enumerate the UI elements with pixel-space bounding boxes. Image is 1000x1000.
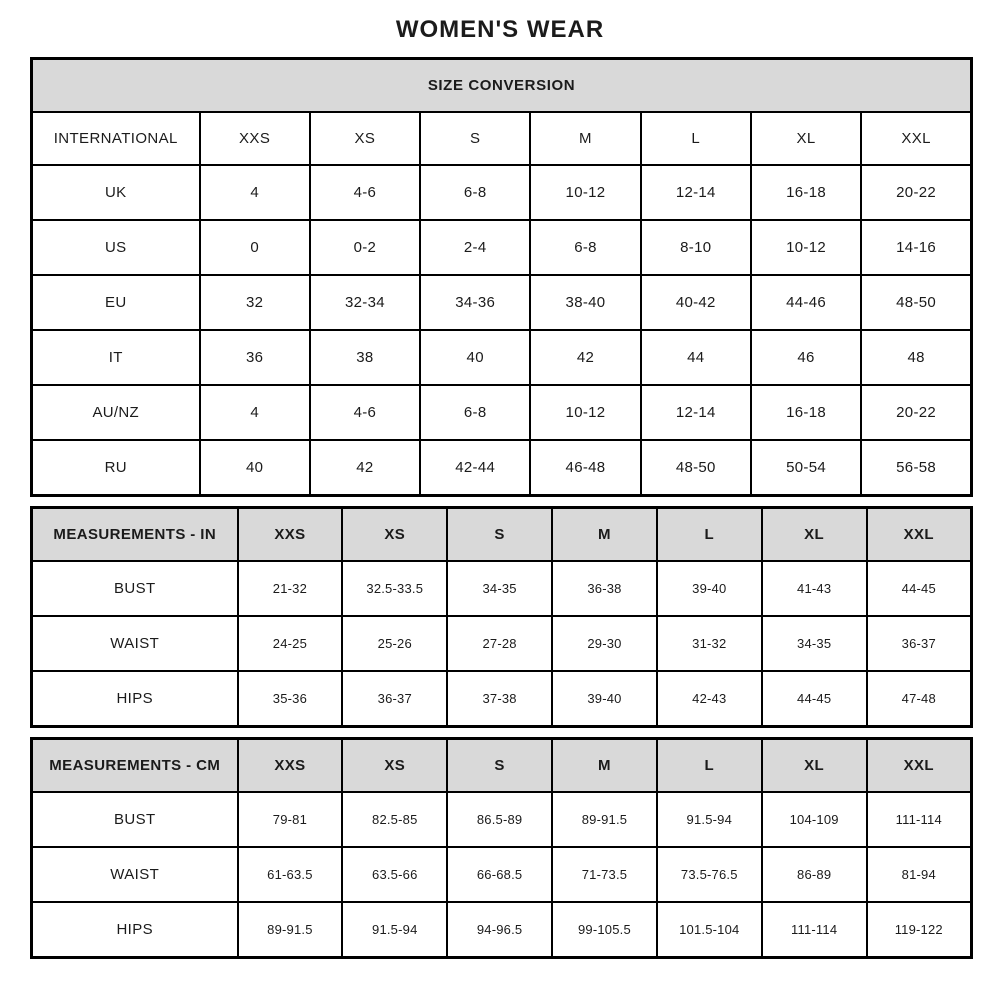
table-cell: 101.5-104	[657, 902, 762, 958]
table-row	[32, 220, 972, 275]
table-cell: 35-36	[238, 671, 343, 727]
size-column-header: S	[447, 739, 552, 793]
table-cell: 36-38	[552, 561, 657, 616]
table-cell: 16-18	[751, 165, 861, 220]
table-cell: 2-4	[420, 220, 530, 275]
size-column-header: XL	[751, 112, 861, 165]
table-row	[32, 440, 972, 496]
size-conversion-banner-row	[32, 59, 972, 113]
table-row	[32, 671, 972, 727]
table-cell: 10-12	[530, 385, 640, 440]
table-cell: 81-94	[867, 847, 972, 902]
table-cell: 4-6	[310, 165, 420, 220]
table-cell: 21-32	[238, 561, 343, 616]
table-cell: 89-91.5	[552, 792, 657, 847]
table-cell: 42	[530, 330, 640, 385]
row-label: BUST	[32, 792, 238, 847]
table-cell: 38-40	[530, 275, 640, 330]
table-cell: 41-43	[762, 561, 867, 616]
measurements-in-body	[32, 561, 972, 727]
row-label: US	[32, 220, 200, 275]
page-title: WOMEN'S WEAR	[395, 16, 605, 43]
table-cell: 39-40	[552, 671, 657, 727]
size-column-header: XL	[762, 739, 867, 793]
international-label: INTERNATIONAL	[32, 112, 200, 165]
table-cell: 91.5-94	[342, 902, 447, 958]
size-column-header: L	[641, 112, 751, 165]
row-label: HIPS	[32, 671, 238, 727]
table-cell: 86-89	[762, 847, 867, 902]
table-cell: 86.5-89	[447, 792, 552, 847]
table-cell: 94-96.5	[447, 902, 552, 958]
table-cell: 37-38	[447, 671, 552, 727]
table-cell: 27-28	[447, 616, 552, 671]
measurements-cm-header-row	[32, 739, 972, 793]
table-cell: 42	[310, 440, 420, 496]
table-cell: 79-81	[238, 792, 343, 847]
table-cell: 82.5-85	[342, 792, 447, 847]
table-cell: 29-30	[552, 616, 657, 671]
table-cell: 31-32	[657, 616, 762, 671]
table-cell: 34-35	[447, 561, 552, 616]
row-label: UK	[32, 165, 200, 220]
table-cell: 14-16	[861, 220, 971, 275]
table-cell: 56-58	[861, 440, 971, 496]
row-label: WAIST	[32, 616, 238, 671]
row-label: EU	[32, 275, 200, 330]
size-conversion-body	[32, 165, 972, 496]
size-column-header: XXS	[238, 508, 343, 562]
table-row	[32, 792, 972, 847]
table-cell: 104-109	[762, 792, 867, 847]
table-cell: 10-12	[530, 165, 640, 220]
table-cell: 40-42	[641, 275, 751, 330]
table-row	[32, 847, 972, 902]
table-row	[32, 330, 972, 385]
table-cell: 47-48	[867, 671, 972, 727]
size-conversion-header: SIZE CONVERSION	[32, 59, 972, 113]
table-cell: 111-114	[762, 902, 867, 958]
table-cell: 24-25	[238, 616, 343, 671]
table-cell: 99-105.5	[552, 902, 657, 958]
size-column-header: L	[657, 739, 762, 793]
table-cell: 16-18	[751, 385, 861, 440]
table-cell: 0	[200, 220, 310, 275]
size-column-header: XXS	[200, 112, 310, 165]
size-column-header: S	[447, 508, 552, 562]
table-cell: 63.5-66	[342, 847, 447, 902]
table-cell: 10-12	[751, 220, 861, 275]
table-cell: 32.5-33.5	[342, 561, 447, 616]
table-cell: 46-48	[530, 440, 640, 496]
table-cell: 42-43	[657, 671, 762, 727]
table-cell: 48-50	[641, 440, 751, 496]
size-column-header: XL	[762, 508, 867, 562]
table-row	[32, 616, 972, 671]
size-column-header: XXL	[867, 508, 972, 562]
table-cell: 42-44	[420, 440, 530, 496]
table-cell: 4-6	[310, 385, 420, 440]
table-cell: 89-91.5	[238, 902, 343, 958]
table-row	[32, 385, 972, 440]
size-column-header: XXL	[861, 112, 971, 165]
table-cell: 36	[200, 330, 310, 385]
table-cell: 44	[641, 330, 751, 385]
measurements-in-header-row	[32, 508, 972, 562]
table-cell: 50-54	[751, 440, 861, 496]
table-cell: 20-22	[861, 165, 971, 220]
table-cell: 36-37	[867, 616, 972, 671]
size-column-header: M	[552, 739, 657, 793]
table-cell: 44-45	[762, 671, 867, 727]
table-cell: 36-37	[342, 671, 447, 727]
row-label: WAIST	[32, 847, 238, 902]
table-row	[32, 275, 972, 330]
table-cell: 8-10	[641, 220, 751, 275]
table-row	[32, 902, 972, 958]
table-cell: 34-36	[420, 275, 530, 330]
table-cell: 46	[751, 330, 861, 385]
row-label: AU/NZ	[32, 385, 200, 440]
table-cell: 66-68.5	[447, 847, 552, 902]
table-cell: 39-40	[657, 561, 762, 616]
table-cell: 73.5-76.5	[657, 847, 762, 902]
measurements-in-table	[30, 506, 973, 728]
table-row	[32, 561, 972, 616]
size-column-header: S	[420, 112, 530, 165]
size-column-header: XS	[342, 739, 447, 793]
size-column-header: M	[552, 508, 657, 562]
table-cell: 44-46	[751, 275, 861, 330]
row-label: IT	[32, 330, 200, 385]
size-column-header: XXL	[867, 739, 972, 793]
table-cell: 32	[200, 275, 310, 330]
size-conversion-table	[30, 57, 973, 497]
measurements-in-label: MEASUREMENTS - IN	[32, 508, 238, 562]
table-cell: 4	[200, 165, 310, 220]
table-cell: 4	[200, 385, 310, 440]
table-cell: 32-34	[310, 275, 420, 330]
table-cell: 34-35	[762, 616, 867, 671]
size-column-header: XXS	[238, 739, 343, 793]
table-cell: 111-114	[867, 792, 972, 847]
size-columns-row	[32, 112, 972, 165]
measurements-cm-body	[32, 792, 972, 958]
measurements-cm-label: MEASUREMENTS - CM	[32, 739, 238, 793]
row-label: HIPS	[32, 902, 238, 958]
table-cell: 6-8	[420, 165, 530, 220]
size-column-header: XS	[342, 508, 447, 562]
size-column-header: M	[530, 112, 640, 165]
table-cell: 48-50	[861, 275, 971, 330]
table-cell: 25-26	[342, 616, 447, 671]
table-cell: 6-8	[420, 385, 530, 440]
row-label: RU	[32, 440, 200, 496]
table-cell: 6-8	[530, 220, 640, 275]
table-cell: 91.5-94	[657, 792, 762, 847]
size-column-header: L	[657, 508, 762, 562]
table-cell: 20-22	[861, 385, 971, 440]
table-cell: 0-2	[310, 220, 420, 275]
table-cell: 71-73.5	[552, 847, 657, 902]
size-column-header: XS	[310, 112, 420, 165]
table-cell: 61-63.5	[238, 847, 343, 902]
measurements-cm-table	[30, 737, 973, 959]
table-cell: 40	[200, 440, 310, 496]
row-label: BUST	[32, 561, 238, 616]
table-cell: 12-14	[641, 385, 751, 440]
table-cell: 44-45	[867, 561, 972, 616]
table-cell: 119-122	[867, 902, 972, 958]
table-cell: 48	[861, 330, 971, 385]
table-cell: 38	[310, 330, 420, 385]
table-cell: 12-14	[641, 165, 751, 220]
table-cell: 40	[420, 330, 530, 385]
table-row	[32, 165, 972, 220]
